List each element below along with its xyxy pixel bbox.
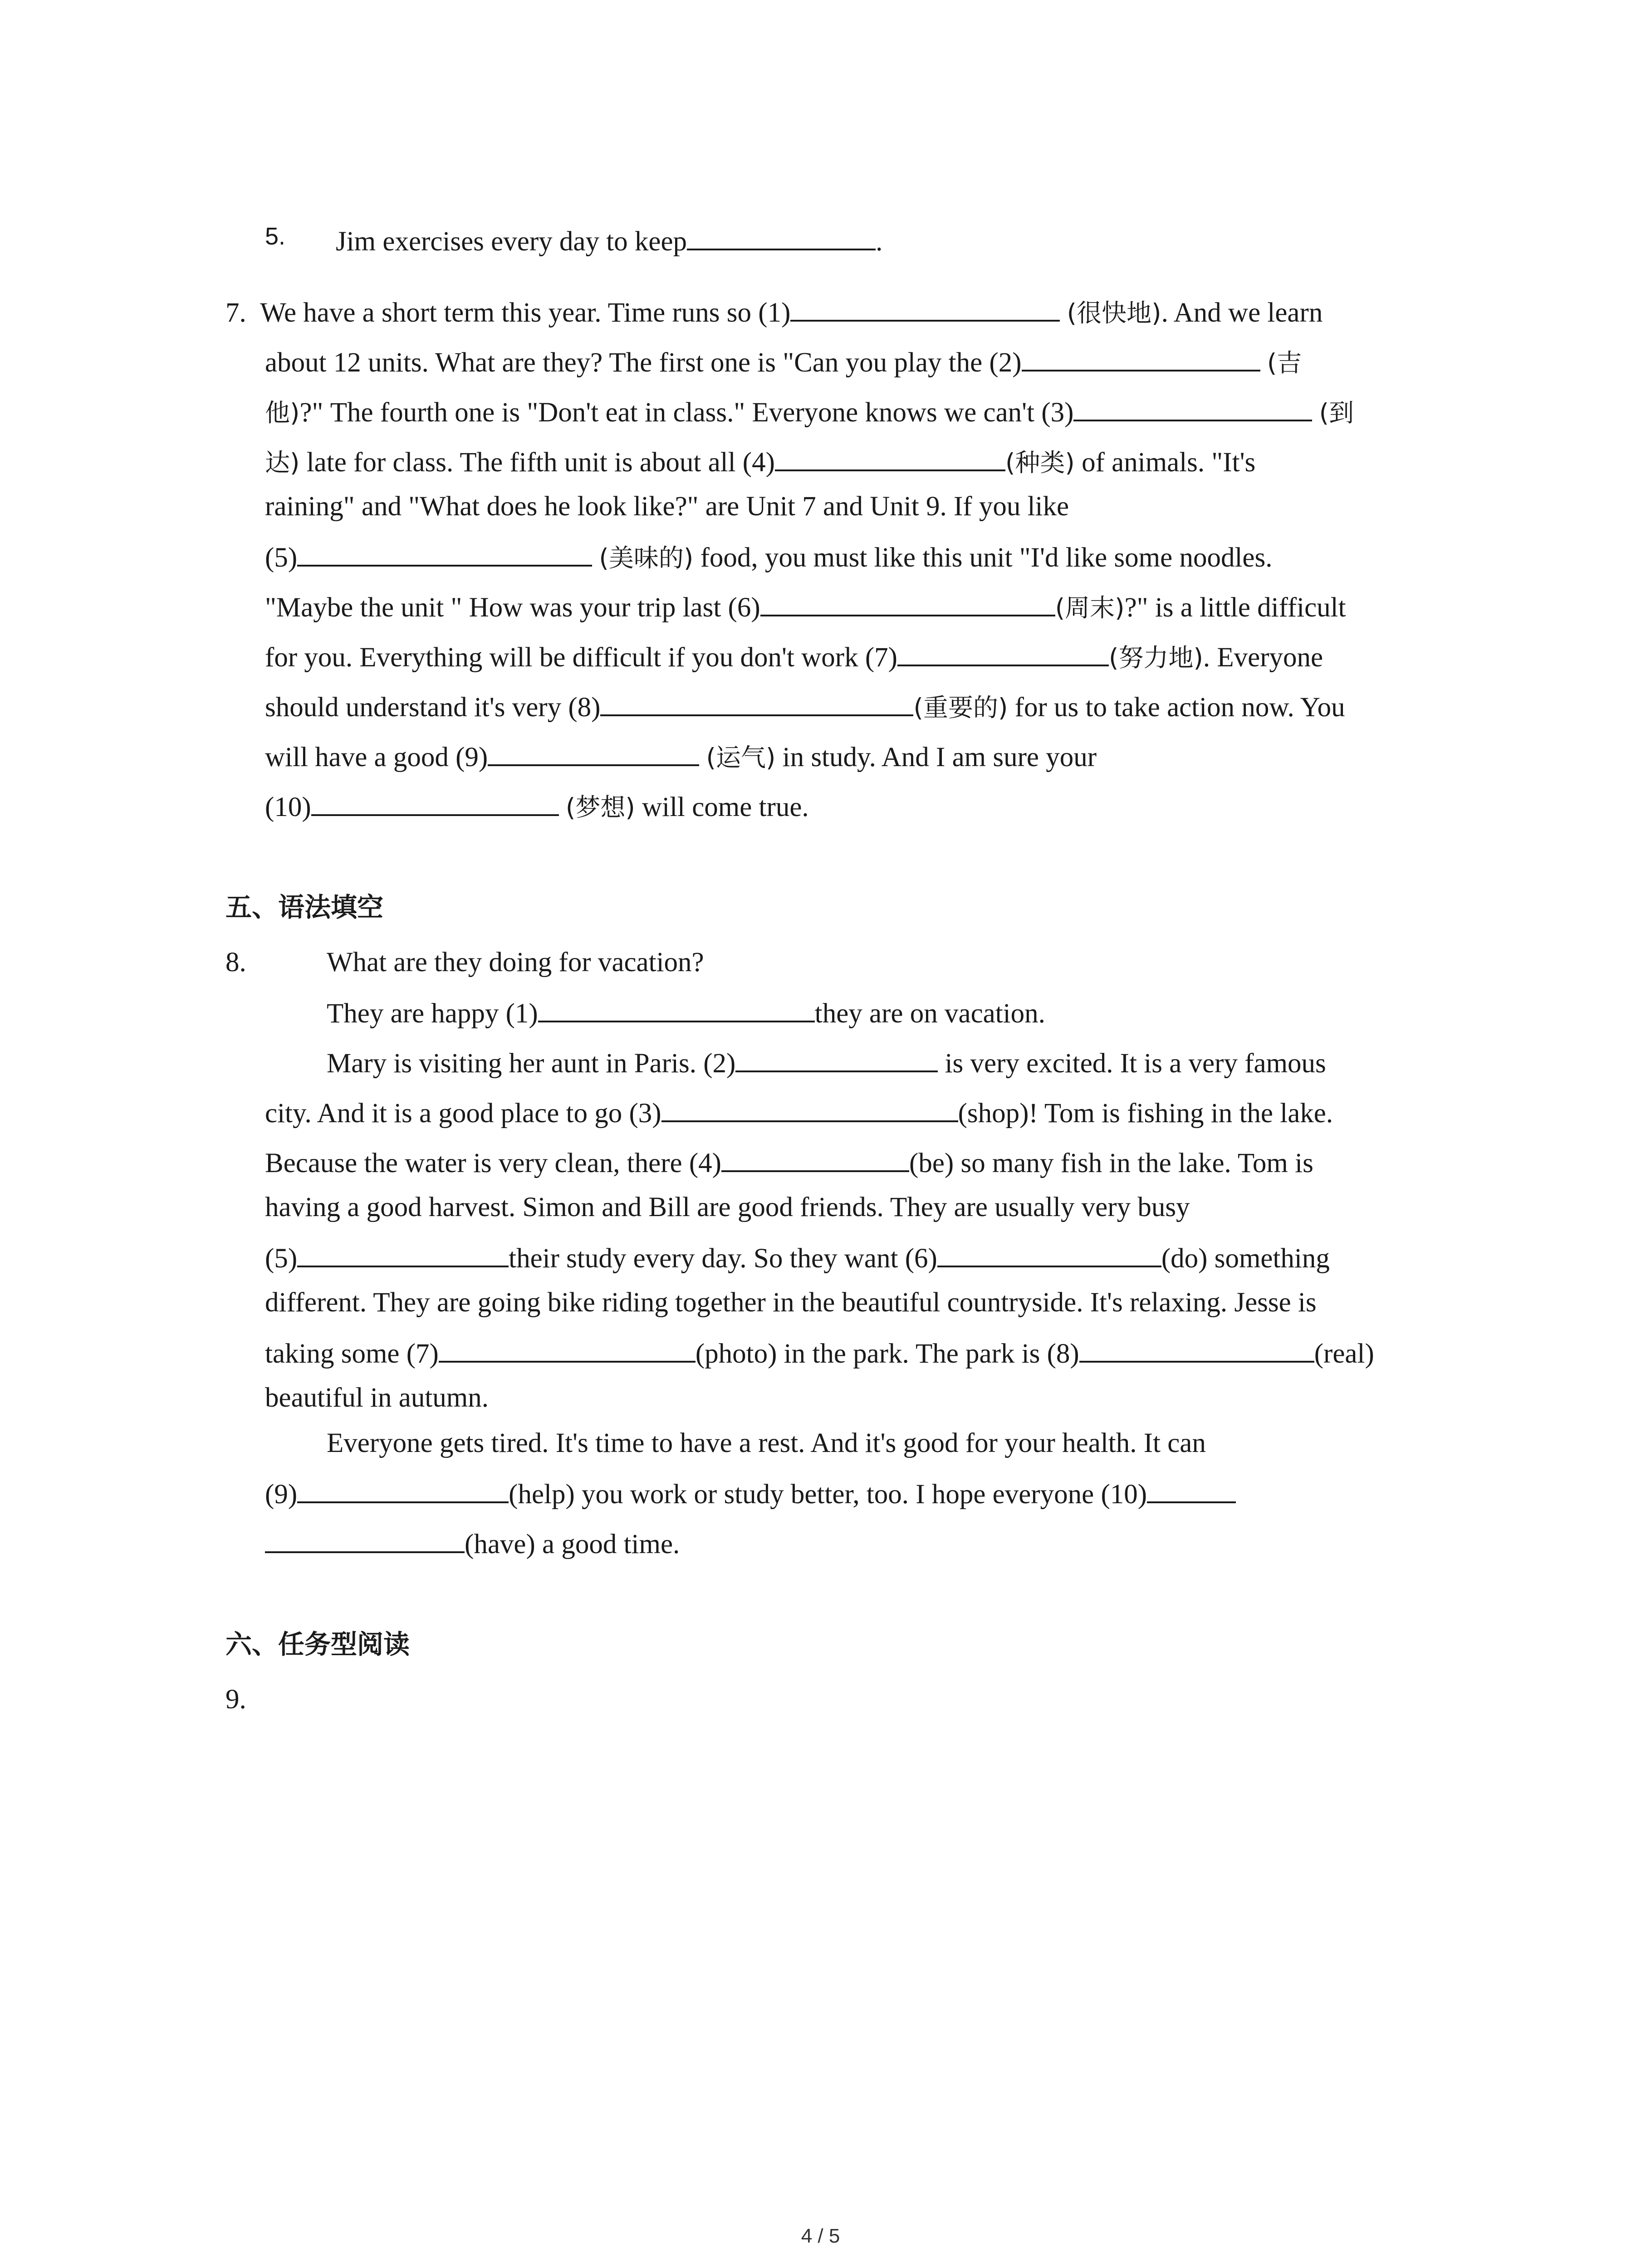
q7-text: of animals. "It's <box>1074 447 1256 478</box>
q8-blank-6[interactable] <box>937 1239 1161 1267</box>
q8-blank-10a[interactable] <box>1147 1475 1236 1503</box>
q7-line-2 <box>265 343 1302 381</box>
q8-line-12 <box>265 1475 1236 1513</box>
q7-text: ?" The fourth one is "Don't eat in class." Everyone knows we can't (3) <box>299 397 1074 428</box>
q8-line-1-text <box>327 944 704 981</box>
q7-text: late for class. The fifth unit is about all (4) <box>299 447 775 478</box>
q7-blank-7[interactable] <box>897 638 1109 666</box>
q7-text: will have a good (9) <box>265 742 488 772</box>
q9-number: 9. <box>225 1684 246 1715</box>
q7-hint-3: (到 <box>1319 398 1354 427</box>
q8-text: (photo) in the park. The park is (8) <box>695 1339 1079 1369</box>
q8-text: (help) you work or study better, too. I hope everyone (10) <box>509 1479 1147 1510</box>
q8-text: They are happy (1) <box>327 998 538 1029</box>
q8-text: their study every day. So they want (6) <box>509 1243 937 1274</box>
q8-line-9 <box>265 1334 1374 1372</box>
q7-hint-5: (美味的) <box>599 543 694 572</box>
q8-blank-8[interactable] <box>1079 1334 1314 1363</box>
q8-line-4 <box>265 1094 1333 1132</box>
q7-line-7 <box>265 588 1346 626</box>
q7-hint-10: (梦想) <box>565 793 635 822</box>
q7-text: should understand it's very (8) <box>265 692 601 723</box>
q8-blank-3[interactable] <box>661 1094 958 1122</box>
q8-line-5 <box>265 1144 1313 1182</box>
q8-text: (5) <box>265 1243 298 1274</box>
q7-text: We have a short term this year. Time runs so (1) <box>260 298 791 328</box>
q8-text: different. They are going bike riding together in the beautiful countryside. It's relaxing. Jesse is <box>265 1287 1317 1318</box>
q7-text: "Maybe the unit " How was your trip last (6) <box>265 592 760 623</box>
q8-text: (9) <box>265 1479 298 1510</box>
q8-line-13 <box>265 1525 680 1563</box>
q7-blank-9[interactable] <box>488 738 699 766</box>
q8-blank-2[interactable] <box>735 1044 938 1072</box>
q7-text: food, you must like this unit "I'd like some noodles. <box>693 543 1273 573</box>
q8-text: taking some (7) <box>265 1339 439 1369</box>
q7-line-1 <box>225 293 1323 331</box>
q8-text: (do) something <box>1161 1243 1330 1274</box>
q7-text: (10) <box>265 792 311 822</box>
q7-text: raining" and "What does he look like?" are Unit 7 and Unit 9. If you like <box>265 491 1069 522</box>
q8-line-8 <box>265 1285 1317 1321</box>
q8-line-1 <box>225 944 246 981</box>
q7-text: will come true. <box>635 792 809 822</box>
q8-blank-10b[interactable] <box>265 1525 465 1553</box>
q7-hint-8: (重要的) <box>913 693 1008 722</box>
q7-line-6 <box>265 538 1272 576</box>
q7-text: (5) <box>265 543 298 573</box>
q5-text-line <box>336 222 882 260</box>
q7-hint-3-cont: 达) <box>265 448 300 477</box>
q7-hint-2-cont: 他) <box>265 398 300 427</box>
q5-end: . <box>876 226 883 257</box>
q7-line-3 <box>265 393 1354 431</box>
q8-line-3 <box>327 1044 1326 1082</box>
q8-number: 8. <box>225 947 246 978</box>
q7-text: . And we learn <box>1161 298 1323 328</box>
q5-blank[interactable] <box>687 222 876 250</box>
q7-blank-5[interactable] <box>297 538 592 567</box>
q7-blank-6[interactable] <box>760 588 1055 616</box>
q8-text: (shop)! Tom is fishing in the lake. <box>958 1098 1333 1129</box>
q8-line-10 <box>265 1380 489 1416</box>
q7-hint-2: (吉 <box>1267 348 1302 377</box>
q7-text: in study. And I am sure your <box>775 742 1097 772</box>
q7-hint-7: (努力地) <box>1108 643 1203 672</box>
q8-text: they are on vacation. <box>814 998 1045 1029</box>
q8-blank-7[interactable] <box>439 1334 696 1363</box>
q7-text: ?" is a little difficult <box>1124 592 1346 623</box>
q8-text: Mary is visiting her aunt in Paris. (2) <box>327 1048 736 1079</box>
q7-text: . Everyone <box>1203 642 1323 673</box>
q5-number: 5. <box>265 223 286 250</box>
q7-text: for you. Everything will be difficult if you don't work (7) <box>265 642 897 673</box>
q7-text: for us to take action now. You <box>1008 692 1345 723</box>
q8-text: (be) so many fish in the lake. Tom is <box>909 1148 1313 1178</box>
q7-blank-2[interactable] <box>1022 343 1260 371</box>
q7-blank-10[interactable] <box>311 788 559 816</box>
q7-hint-4: (种类) <box>1005 448 1075 477</box>
page-number: 4 / 5 <box>801 2225 840 2247</box>
q8-blank-4[interactable] <box>721 1144 909 1172</box>
q7-line-4 <box>265 443 1255 481</box>
q8-text: having a good harvest. Simon and Bill are good friends. They are usually very busy <box>265 1192 1190 1222</box>
q7-line-8 <box>265 638 1323 676</box>
q7-hint-6: (周末) <box>1055 593 1125 622</box>
q7-line-10 <box>265 738 1097 776</box>
q8-line-2 <box>327 994 1045 1032</box>
q7-line-5 <box>265 489 1069 525</box>
q8-text: Because the water is very clean, there (4) <box>265 1148 721 1178</box>
q7-blank-8[interactable] <box>600 688 913 716</box>
q8-text: (real) <box>1314 1339 1374 1369</box>
q8-blank-5[interactable] <box>297 1239 509 1267</box>
q8-text: (have) a good time. <box>465 1529 680 1559</box>
q7-line-9 <box>265 688 1345 726</box>
q5-text: Jim exercises every day to keep <box>336 226 687 257</box>
q7-text: about 12 units. What are they? The first one is "Can you play the (2) <box>265 347 1022 378</box>
q7-number: 7. <box>225 298 246 328</box>
q8-text: city. And it is a good place to go (3) <box>265 1098 661 1129</box>
q8-text: Everyone gets tired. It's time to have a rest. And it's good for your health. It can <box>327 1428 1206 1458</box>
section-5-heading: 五、语法填空 <box>225 892 384 923</box>
q7-hint-1: (很快地) <box>1067 298 1161 327</box>
q8-line-6 <box>265 1189 1190 1226</box>
q8-blank-9[interactable] <box>297 1475 509 1503</box>
q8-line-11 <box>327 1425 1206 1461</box>
q7-hint-9: (运气) <box>706 743 776 772</box>
q5-line <box>265 218 285 254</box>
q8-text: What are they doing for vacation? <box>327 947 704 978</box>
q8-blank-1[interactable] <box>538 994 815 1022</box>
q7-blank-3[interactable] <box>1073 393 1312 421</box>
section-6-heading: 六、任务型阅读 <box>225 1629 410 1660</box>
q8-line-7 <box>265 1239 1330 1277</box>
q7-line-11 <box>265 788 809 826</box>
q7-blank-4[interactable] <box>775 443 1005 471</box>
q8-text: is very excited. It is a very famous <box>938 1048 1326 1079</box>
q7-blank-1[interactable] <box>790 293 1060 322</box>
q9-line <box>225 1681 246 1718</box>
q8-text: beautiful in autumn. <box>265 1383 489 1413</box>
